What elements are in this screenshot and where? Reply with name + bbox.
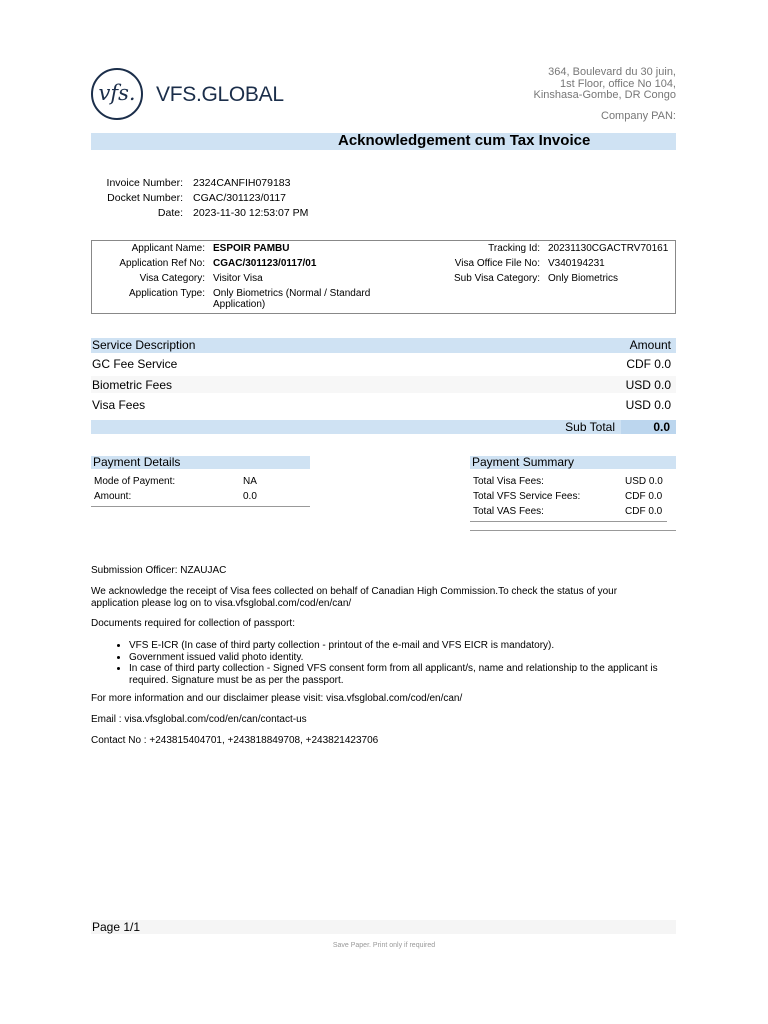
document-item: • In case of third party collection - Signed VFS consent form from all applicant/s, name and relationship to the applicant is required. Signature must be as per the passport. xyxy=(129,663,676,686)
document-item: • VFS E-ICR (In case of third party collection - printout of the e-mail and VFS EICR is mandatory). xyxy=(129,640,676,652)
documents-heading: Documents required for collection of passport: xyxy=(91,618,295,629)
subtotal-label: Sub Total xyxy=(565,420,615,434)
payment-details-header xyxy=(91,456,310,469)
company-address xyxy=(534,67,676,102)
payment-summary-header xyxy=(470,456,676,469)
application-ref-value: CGAC/301123/0117/01 xyxy=(213,258,317,269)
total-vas-fees-label: Total VAS Fees: xyxy=(473,506,544,517)
service-amount: USD 0.0 xyxy=(625,398,671,412)
acknowledgement-line: We acknowledge the receipt of Visa fees collected on behalf of Canadian High Commission.To check the status of your xyxy=(91,586,618,597)
invoice-number-row xyxy=(91,177,391,192)
visa-office-file-label: Visa Office File No: xyxy=(454,258,540,269)
vfs-global-logo-text: VFS.GLOBAL xyxy=(156,83,284,106)
vfs-logo-mark xyxy=(91,68,143,120)
visa-office-file-value: V340194231 xyxy=(548,258,605,269)
address-line: Kinshasa-Gombe, DR Congo xyxy=(533,89,676,102)
application-type-value-line2: Application) xyxy=(213,299,266,310)
invoice-number-value: 2324CANFIH079183 xyxy=(193,177,291,189)
sub-visa-category-label: Sub Visa Category: xyxy=(454,273,540,284)
submission-officer: Submission Officer: NZAUJAC xyxy=(91,565,227,576)
acknowledgement-line: application please log on to visa.vfsglobal.com/cod/en/can/ xyxy=(91,597,352,609)
more-info-text: For more information and our disclaimer please visit: visa.vfsglobal.com/cod/en/can/ xyxy=(91,693,463,704)
document-item: • Government issued valid photo identity. xyxy=(129,652,676,664)
tracking-id-label: Tracking Id: xyxy=(488,243,540,254)
service-description: Visa Fees xyxy=(92,398,146,412)
application-type-value-line1: Only Biometrics (Normal / Standard xyxy=(213,288,371,299)
service-row xyxy=(91,376,676,393)
invoice-date-value: 2023-11-30 12:53:07 PM xyxy=(193,207,309,219)
documents-list xyxy=(91,640,676,686)
docket-number-value: CGAC/301123/0117 xyxy=(193,192,287,204)
payment-summary-heading: Payment Summary xyxy=(472,455,575,469)
sub-visa-category-value: Only Biometrics xyxy=(548,273,619,284)
total-vas-fees-value: CDF 0.0 xyxy=(625,506,663,517)
service-description: GC Fee Service xyxy=(92,357,178,371)
service-row xyxy=(91,355,676,372)
application-ref-label: Application Ref No: xyxy=(119,258,205,269)
payment-details-heading: Payment Details xyxy=(93,455,181,469)
invoice-number-label: Invoice Number: xyxy=(106,177,183,189)
address-line: 1st Floor, office No 104, xyxy=(560,77,676,90)
invoice-date-label: Date: xyxy=(157,207,183,219)
contact-text: Contact No : +243815404701, +243818849708, +243821423706 xyxy=(91,735,379,746)
service-description-header: Service Description xyxy=(92,338,196,352)
subtotal-value: 0.0 xyxy=(653,420,670,434)
company-pan: Company PAN: xyxy=(601,110,676,122)
service-row xyxy=(91,396,676,413)
total-vfs-fees-value: CDF 0.0 xyxy=(625,491,663,502)
applicant-name-value: ESPOIR PAMBU xyxy=(213,243,290,254)
total-visa-fees-label: Total Visa Fees: xyxy=(473,476,544,487)
docket-number-label: Docket Number: xyxy=(107,192,183,204)
subtotal-row xyxy=(91,420,676,434)
payment-amount-value: 0.0 xyxy=(243,491,257,502)
acknowledgement-text xyxy=(91,586,681,609)
tracking-id-value: 20231130CGACTRV70161 xyxy=(548,243,669,254)
mode-of-payment-label: Mode of Payment: xyxy=(94,476,176,487)
application-type-label: Application Type: xyxy=(129,288,205,299)
page-footer-bar xyxy=(91,920,676,934)
email-text: Email : visa.vfsglobal.com/cod/en/can/contact-us xyxy=(91,714,307,725)
total-vfs-fees-label: Total VFS Service Fees: xyxy=(473,491,581,502)
document-title: Acknowledgement cum Tax Invoice xyxy=(338,132,591,149)
save-paper-note: Save Paper. Print only if required xyxy=(332,942,436,949)
service-table-header xyxy=(91,338,676,353)
page-number: Page 1/1 xyxy=(92,920,141,934)
visa-category-label: Visa Category: xyxy=(139,273,205,284)
service-description: Biometric Fees xyxy=(92,378,173,392)
address-line: 364, Boulevard du 30 juin, xyxy=(548,66,676,78)
service-amount: USD 0.0 xyxy=(625,378,671,392)
amount-header: Amount xyxy=(629,338,671,352)
invoice-date-row xyxy=(91,207,391,222)
total-visa-fees-value: USD 0.0 xyxy=(625,476,663,487)
logo-mark-text: vfs. xyxy=(98,80,136,105)
applicant-name-label: Applicant Name: xyxy=(131,243,205,254)
mode-of-payment-value: NA xyxy=(243,476,257,487)
service-amount: CDF 0.0 xyxy=(626,357,671,371)
payment-details-divider xyxy=(91,506,310,507)
payment-summary-divider xyxy=(470,521,667,522)
visa-category-value: Visitor Visa xyxy=(213,273,263,284)
payment-amount-label: Amount: xyxy=(94,491,132,502)
docket-number-row xyxy=(91,192,391,207)
applicant-details-box xyxy=(91,240,676,314)
payment-summary-bottom-rule xyxy=(470,530,676,531)
